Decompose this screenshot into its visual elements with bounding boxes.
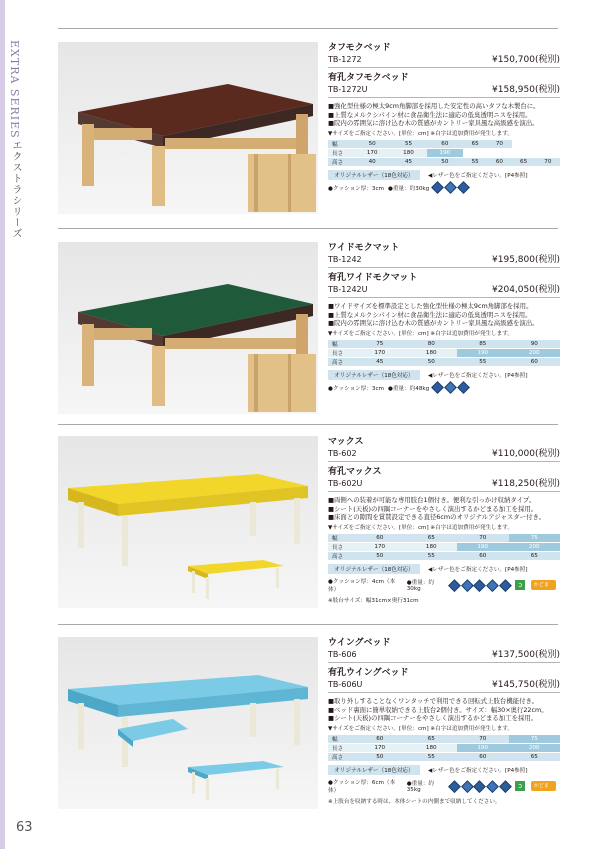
product-photo-svg bbox=[58, 436, 318, 608]
product-code-hole: TB-602U bbox=[328, 479, 363, 488]
series-title-jp: エクストラシリーズ bbox=[10, 140, 21, 239]
color-swatch-icon bbox=[473, 780, 485, 792]
size-cell: 60 bbox=[457, 753, 509, 762]
cushion-thickness: ●クッション厚：6cm（本体） bbox=[328, 780, 396, 795]
leather-row bbox=[328, 370, 560, 380]
size-cell: 65 bbox=[406, 735, 458, 744]
price-row-hole bbox=[328, 679, 560, 693]
product-photo bbox=[58, 436, 318, 608]
side-band bbox=[0, 0, 22, 849]
leather-note: ◀レザー色をご指定ください。[P4参照] bbox=[428, 768, 528, 775]
size-cell: 180 bbox=[390, 149, 426, 158]
product-photo bbox=[58, 242, 318, 414]
size-cell: 80 bbox=[406, 340, 458, 349]
leather-note: ◀レザー色をご指定ください。[P4参照] bbox=[428, 373, 528, 380]
description-line: ■ワイドサイズを標準設定とした強化型仕様の極太9cm角脚部を採用。 bbox=[328, 302, 533, 310]
color-swatch-icon bbox=[448, 780, 460, 792]
size-row-label: 幅 bbox=[328, 735, 354, 744]
section-divider bbox=[58, 228, 558, 229]
description-line: ■ベッド裏面に簡単収納できる上肢台2個付き。サイズ：幅30×奥行22cm。 bbox=[328, 705, 548, 714]
size-cell: 190 bbox=[457, 349, 509, 358]
color-swatch-icon bbox=[444, 181, 457, 194]
product-photo-svg bbox=[58, 42, 318, 214]
size-row-label: 幅 bbox=[328, 340, 354, 349]
product-price: ¥195,800(税別) bbox=[492, 255, 560, 265]
product-code: TB-1242 bbox=[328, 255, 362, 264]
size-row-label: 高さ bbox=[328, 552, 354, 561]
size-row-label: 長さ bbox=[328, 149, 354, 158]
color-swatch-icon bbox=[461, 579, 473, 591]
product-price-hole: ¥118,250(税別) bbox=[492, 479, 560, 489]
price-row bbox=[328, 448, 560, 462]
product-photo-svg bbox=[58, 242, 318, 414]
section-divider bbox=[58, 28, 558, 29]
leather-label: オリジナルレザー（18色対応） bbox=[328, 170, 420, 180]
product-description bbox=[328, 302, 560, 328]
product-description bbox=[328, 496, 560, 522]
size-row bbox=[328, 349, 560, 358]
product-price: ¥110,000(税別) bbox=[492, 449, 560, 459]
product-description bbox=[328, 102, 560, 128]
corner-round-badge-icon: かどまる bbox=[531, 781, 556, 791]
size-row bbox=[328, 552, 560, 561]
product-price: ¥137,500(税別) bbox=[492, 650, 560, 660]
leather-label: オリジナルレザー（18色対応） bbox=[328, 370, 420, 380]
size-row bbox=[328, 534, 560, 543]
size-row bbox=[328, 753, 560, 762]
size-cell: 50 bbox=[406, 358, 458, 367]
leather-label: オリジナルレザー（18色対応） bbox=[328, 765, 420, 775]
product-photo-svg bbox=[58, 637, 318, 809]
weight: ●重量：約35kg bbox=[406, 781, 435, 794]
product-name-hole: 有孔マックス bbox=[328, 467, 382, 477]
color-swatch-icon bbox=[486, 780, 498, 792]
cushion-thickness: ●クッション厚：3cm bbox=[328, 385, 385, 392]
size-row bbox=[328, 158, 560, 167]
size-row bbox=[328, 358, 560, 367]
description-line: ■シート(天板)の四隅コーナーをやさしく演出するかどまる加工を採用。 bbox=[328, 714, 538, 723]
price-row-hole bbox=[328, 84, 560, 98]
size-cell: 200 bbox=[509, 349, 561, 358]
spec-row bbox=[328, 778, 560, 800]
size-row bbox=[328, 744, 560, 753]
color-swatch-icon bbox=[499, 579, 511, 591]
product-name-hole: 有孔ワイドモクマット bbox=[328, 273, 418, 283]
size-cell: 65 bbox=[463, 140, 487, 149]
product-code-hole: TB-1272U bbox=[328, 85, 368, 94]
size-cell: 60 bbox=[427, 140, 463, 149]
product-name: タフモクベッド bbox=[328, 43, 391, 53]
product-info bbox=[328, 637, 560, 805]
color-swatch-icon bbox=[431, 381, 444, 394]
spec-row bbox=[328, 183, 560, 192]
size-cell: 75 bbox=[509, 534, 561, 543]
size-cell: 190 bbox=[427, 149, 463, 158]
size-cell: 55 bbox=[406, 753, 458, 762]
size-cell: 65 bbox=[509, 753, 561, 762]
size-cell: 200 bbox=[509, 744, 561, 753]
size-cell: 55 bbox=[406, 552, 458, 561]
product-price-hole: ¥204,050(税別) bbox=[492, 285, 560, 295]
color-swatch-icon bbox=[499, 780, 511, 792]
size-cell: 50 bbox=[427, 158, 463, 167]
description-line: ■取り外しすることなくワンタッチで利用できる回転式上肢台機能付き。 bbox=[328, 697, 539, 705]
color-swatch-icon bbox=[457, 181, 470, 194]
weight: ●重量：約30kg bbox=[388, 185, 430, 192]
description-line: ■院内の雰囲気に溶け込む木の質感がカントリー家具風な高級感を演出。 bbox=[328, 119, 539, 128]
size-cell: 55 bbox=[457, 358, 509, 367]
cushion-thickness: ●クッション厚：4cm（本体） bbox=[328, 579, 396, 594]
size-row-label: 高さ bbox=[328, 753, 354, 762]
size-cell: 180 bbox=[406, 543, 458, 552]
size-cell: 60 bbox=[487, 158, 511, 167]
description-line: ■上質なメルクシパイン材に食品衛生法に適応の低臭透明ニスを採用。 bbox=[328, 310, 532, 319]
size-cell: 55 bbox=[390, 140, 426, 149]
size-row bbox=[328, 140, 560, 149]
size-table bbox=[328, 340, 560, 368]
eco-mark-icon: ɔ bbox=[515, 781, 525, 791]
size-row bbox=[328, 735, 560, 744]
product-info bbox=[328, 242, 560, 392]
price-row bbox=[328, 649, 560, 663]
product-price: ¥150,700(税別) bbox=[492, 55, 560, 65]
spec-row bbox=[328, 383, 560, 392]
product-code: TB-602 bbox=[328, 449, 357, 458]
size-cell: 40 bbox=[354, 158, 390, 167]
size-row-label: 高さ bbox=[328, 358, 354, 367]
product-photo bbox=[58, 42, 318, 214]
size-row-label: 幅 bbox=[328, 140, 354, 149]
size-note: ▼サイズをご指定ください。[単位：cm] ※白字は追加費用が発生します。 bbox=[328, 130, 513, 137]
section-divider bbox=[58, 624, 558, 625]
size-cell: 60 bbox=[457, 552, 509, 561]
size-cell: 170 bbox=[354, 149, 390, 158]
side-color-bar bbox=[0, 0, 5, 849]
product-info bbox=[328, 42, 560, 192]
product-name-hole: 有孔タフモクベッド bbox=[328, 73, 409, 83]
size-row-label: 長さ bbox=[328, 744, 354, 753]
price-row-hole bbox=[328, 284, 560, 298]
product-info bbox=[328, 436, 560, 604]
product-description bbox=[328, 697, 560, 723]
size-cell: 70 bbox=[457, 534, 509, 543]
footnote: ※肢台サイズ：幅31cm×奥行31cm bbox=[328, 598, 419, 605]
price-row bbox=[328, 54, 560, 68]
weight: ●重量：約48kg bbox=[388, 385, 430, 392]
footnote: ※上肢台を収納する時は、本体シートの内側まで収納してください。 bbox=[328, 799, 501, 806]
size-row-label: 長さ bbox=[328, 349, 354, 358]
description-line: ■両側への装着が可能な専用肢台1個付き。便利な引っかけ収納タイプ。 bbox=[328, 496, 536, 504]
size-table bbox=[328, 140, 560, 168]
page-number: 63 bbox=[16, 820, 33, 835]
product-price-hole: ¥158,950(税別) bbox=[492, 85, 560, 95]
leather-label: オリジナルレザー（18色対応） bbox=[328, 564, 420, 574]
size-cell: 170 bbox=[354, 543, 406, 552]
series-title-en: EXTRA SERIES bbox=[8, 40, 21, 139]
size-cell: 50 bbox=[354, 552, 406, 561]
section-divider bbox=[58, 424, 558, 425]
size-row bbox=[328, 340, 560, 349]
size-cell: 85 bbox=[457, 340, 509, 349]
color-swatch-icon bbox=[431, 181, 444, 194]
size-cell: 45 bbox=[390, 158, 426, 167]
size-cell: 180 bbox=[406, 349, 458, 358]
leather-row bbox=[328, 765, 560, 775]
size-note: ▼サイズをご指定ください。[単位：cm] ※白字は追加費用が発生します。 bbox=[328, 330, 513, 337]
size-cell: 180 bbox=[406, 744, 458, 753]
product-name: マックス bbox=[328, 437, 364, 447]
color-swatch-icon bbox=[486, 579, 498, 591]
color-swatch-icon bbox=[448, 579, 460, 591]
size-cell: 50 bbox=[354, 140, 390, 149]
color-swatch-icon bbox=[457, 381, 470, 394]
color-swatch-icon bbox=[444, 381, 457, 394]
price-row-hole bbox=[328, 478, 560, 492]
size-note: ▼サイズをご指定ください。[単位：cm] ※白字は追加費用が発生します。 bbox=[328, 725, 513, 732]
size-cell: 70 bbox=[536, 158, 560, 167]
size-cell: 65 bbox=[406, 534, 458, 543]
size-cell: 60 bbox=[354, 735, 406, 744]
size-cell: 65 bbox=[509, 552, 561, 561]
leather-note: ◀レザー色をご指定ください。[P4参照] bbox=[428, 567, 528, 574]
product-code-hole: TB-1242U bbox=[328, 285, 368, 294]
size-row bbox=[328, 543, 560, 552]
description-line: ■シート(天板)の四隅コーナーをやさしく演出するかどまる加工を採用。 bbox=[328, 504, 538, 513]
cushion-thickness: ●クッション厚：3cm bbox=[328, 185, 385, 192]
leather-row bbox=[328, 564, 560, 574]
color-swatch-icon bbox=[461, 780, 473, 792]
size-row-label: 長さ bbox=[328, 543, 354, 552]
size-cell: 70 bbox=[487, 140, 511, 149]
description-line: ■院内の雰囲気に溶け込む木の質感がカントリー家具風な高級感を演出。 bbox=[328, 319, 539, 328]
product-name: ウイングベッド bbox=[328, 638, 391, 648]
size-cell: 190 bbox=[457, 744, 509, 753]
size-cell: 75 bbox=[354, 340, 406, 349]
size-table bbox=[328, 735, 560, 763]
product-price-hole: ¥145,750(税別) bbox=[492, 680, 560, 690]
spec-row bbox=[328, 577, 560, 599]
product-name: ワイドモクマット bbox=[328, 243, 400, 253]
size-cell: 60 bbox=[509, 358, 561, 367]
description-line: ■床面との隙間を賞賛設定できる直径6cmのオリジナルアジャスター付き。 bbox=[328, 513, 545, 522]
size-cell: 60 bbox=[354, 534, 406, 543]
price-row bbox=[328, 254, 560, 268]
product-code: TB-606 bbox=[328, 650, 357, 659]
size-cell: 45 bbox=[354, 358, 406, 367]
size-cell: 170 bbox=[354, 349, 406, 358]
size-cell: 75 bbox=[509, 735, 561, 744]
description-line: ■上質なメルクシパイン材に食品衛生法に適応の低臭透明ニスを採用。 bbox=[328, 110, 532, 119]
size-row-label: 幅 bbox=[328, 534, 354, 543]
size-cell: 50 bbox=[354, 753, 406, 762]
size-note: ▼サイズをご指定ください。[単位：cm] ※白字は追加費用が発生します。 bbox=[328, 524, 513, 531]
size-cell: 70 bbox=[457, 735, 509, 744]
color-swatch-icon bbox=[473, 579, 485, 591]
product-code: TB-1272 bbox=[328, 55, 362, 64]
leather-row bbox=[328, 170, 560, 180]
size-cell: 55 bbox=[463, 158, 487, 167]
size-row bbox=[328, 149, 560, 158]
size-cell: 90 bbox=[509, 340, 561, 349]
size-row-label: 高さ bbox=[328, 158, 354, 167]
size-table bbox=[328, 534, 560, 562]
size-cell: 65 bbox=[512, 158, 536, 167]
product-photo bbox=[58, 637, 318, 809]
leather-note: ◀レザー色をご指定ください。[P4参照] bbox=[428, 173, 528, 180]
product-name-hole: 有孔ウイングベッド bbox=[328, 668, 409, 678]
size-cell: 200 bbox=[509, 543, 561, 552]
description-line: ■強化型仕様の極太9cm角脚部を採用した安定性の高いタフな木製台に。 bbox=[328, 102, 540, 110]
size-cell: 190 bbox=[457, 543, 509, 552]
product-code-hole: TB-606U bbox=[328, 680, 363, 689]
corner-round-badge-icon: かどまる bbox=[531, 580, 556, 590]
eco-mark-icon: ɔ bbox=[515, 580, 525, 590]
size-cell: 170 bbox=[354, 744, 406, 753]
weight: ●重量：約30kg bbox=[406, 580, 435, 593]
